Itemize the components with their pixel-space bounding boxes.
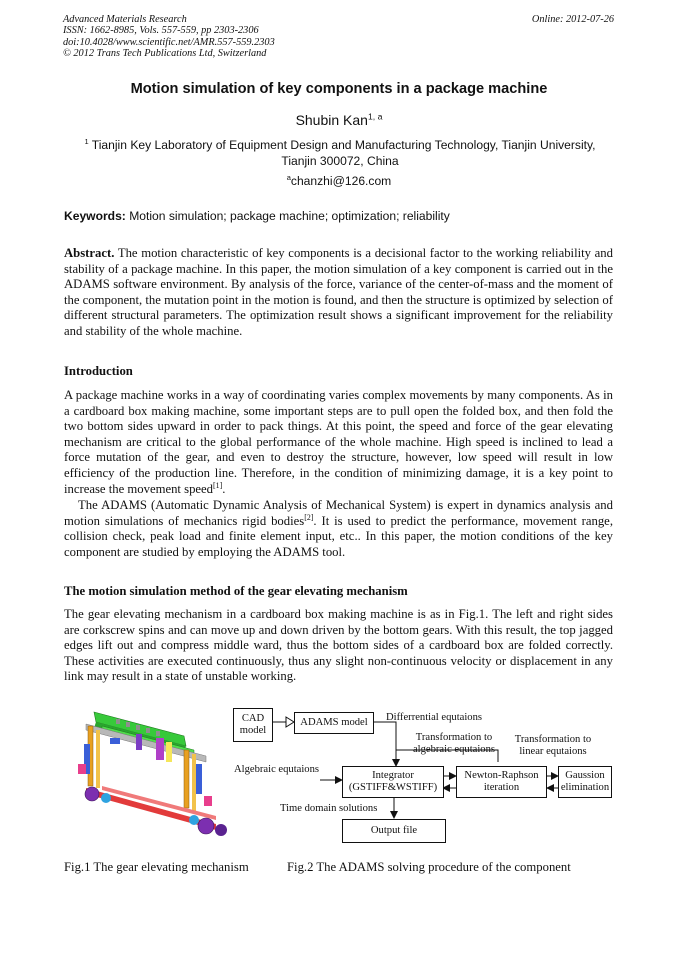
abstract-label: Abstract. [64, 246, 115, 260]
newton-raphson-box: Newton-Raphson iteration [456, 766, 547, 798]
intro-p1-text: A package machine works in a way of coordinating varies complex movements by many components. As in a cardboard box making machine, some important steps are to pull open the folded box, and then fold the two bottom sides upward in order to pack things. At this point, the speed and force of the gear elevating mechanism are critical to the global performance of the whole machine. High speed is inclined to lead a force mutation of the gear, and even to destroy the structure, however, low speed will result in low efficiency of the production line. Therefore, in the condition of minimizing damage, it is a key point to increase the movement speed [64, 388, 613, 496]
keywords [64, 209, 450, 223]
integrator-box: Integrator (GSTIFF&WSTIFF) [342, 766, 444, 798]
algebraic-label: Algebraic equtaions [234, 764, 320, 775]
email-line [0, 174, 678, 188]
journal-name: Advanced Materials Research [63, 14, 187, 25]
keywords-text: Motion simulation; package machine; optimization; reliability [129, 209, 450, 223]
differential-label: Differrential equtaions [386, 712, 482, 723]
cad-model-box: CAD model [233, 708, 273, 742]
transform-algebraic-label: Transformation to algebraic equtaions [412, 732, 496, 755]
intro-p1-ref[interactable]: [1] [213, 480, 223, 490]
gear-mechanism-figure [66, 704, 236, 844]
author-line [0, 112, 678, 128]
fig1-caption: Fig.1 The gear elevating mechanism [64, 860, 249, 874]
adams-procedure-diagram [228, 700, 620, 852]
output-file-box: Output file [342, 819, 446, 843]
affiliation [66, 138, 614, 169]
introduction-heading: Introduction [64, 364, 133, 378]
doi-line: doi:10.4028/www.scientific.net/AMR.557-559.2303 [63, 36, 275, 48]
author-name: Shubin Kan [295, 112, 368, 128]
intro-p1-end: . [222, 481, 226, 496]
introduction-paragraph-2 [64, 498, 613, 560]
transform-linear-label: Transformation to linear equtaions [514, 734, 592, 757]
method-heading: The motion simulation method of the gear elevating mechanism [64, 584, 408, 598]
email-address[interactable]: chanzhi@126.com [290, 174, 392, 188]
abstract-paragraph [64, 246, 613, 340]
intro-p2-text-a: The ADAMS (Automatic Dynamic Analysis of Mechanical System) is expert in dynamics analysis and motion simulations of mechanics rigid bodies [64, 498, 613, 528]
online-date: Online: 2012-07-26 [531, 14, 614, 25]
intro-p2-text-b: . It is used to predict the performance, movement range, collision check, peak load and finite element input, etc.. In this paper, the motion conditions of the key component are studied by employing the ADAMS tool. [64, 513, 613, 559]
fig2-caption: Fig.2 The ADAMS solving procedure of the component [287, 860, 571, 874]
paper-title: Motion simulation of key components in a package machine [130, 81, 548, 97]
issn-line: ISSN: 1662-8985, Vols. 557-559, pp 2303-2306 [63, 25, 259, 37]
affiliation-sup: 1 [84, 136, 89, 146]
keywords-label: Keywords: [64, 209, 126, 223]
copyright-line: © 2012 Trans Tech Publications Ltd, Switzerland [63, 48, 267, 60]
email-sup: a [286, 172, 291, 182]
gaussion-box: Gaussion elimination [558, 766, 612, 798]
introduction-paragraph-1 [64, 388, 613, 497]
affiliation-text: Tianjin Key Laboratory of Equipment Design and Manufacturing Technology, Tianjin University, Tianjin 300072, China [91, 138, 596, 168]
method-paragraph: The gear elevating mechanism in a cardboard box making machine is as in Fig.1. The left and right sides are corkscrew spins and can move up and down driven by the bottom gears. With this result, the top jagged edges lift out and compress middle ward, thus the bottom sides of a cardboard box are folded correctly. These activities are executed continuously, thus any slight non-continuous velocity or displacement in any link may result in a state of unstable working. [64, 607, 613, 684]
time-domain-label: Time domain solutions [280, 803, 378, 814]
author-sup: 1, a [367, 111, 383, 122]
journal-header [63, 14, 275, 60]
abstract-text: The motion characteristic of key components is a decisional factor to the working reliability and stability of a package machine. In this paper, the motion simulation of a key component is carried out in the ADAMS software environment. By analysis of the force, variance of the center-of-mass and the moment of the component, the mutation point in the motion is found, and then the structure is optimized by selection of different structural parameters. The optimization result shows a significant improvement for the reliability and stability of the whole machine. [64, 246, 613, 338]
intro-p2-ref[interactable]: [2] [304, 512, 314, 522]
adams-model-box: ADAMS model [294, 712, 374, 734]
